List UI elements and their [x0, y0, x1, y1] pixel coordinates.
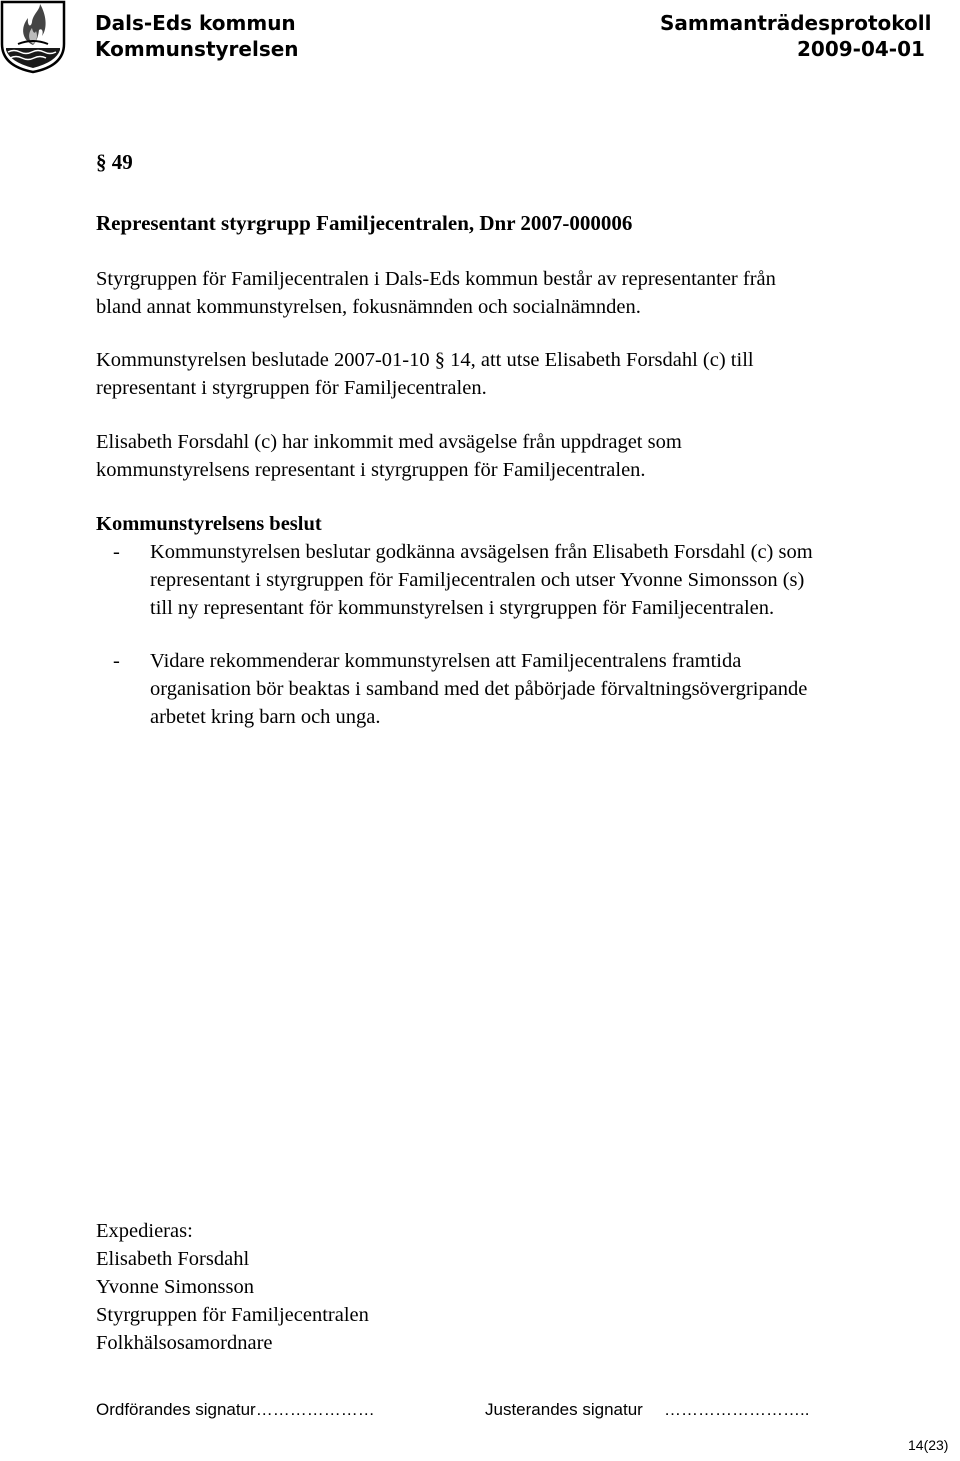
- paragraph-2: [96, 346, 754, 402]
- header-board: Kommunstyrelsen: [95, 37, 299, 61]
- paragraph-3: [96, 428, 682, 484]
- decision-bullet: -: [113, 650, 120, 672]
- paragraph-line: Elisabeth Forsdahl (c) har inkommit med avsägelse från uppdraget som: [96, 431, 682, 453]
- decision-line: till ny representant för kommunstyrelsen i styrgruppen för Familjecentralen.: [150, 597, 775, 619]
- dispatch-block: [96, 1217, 369, 1357]
- paragraph-1: [96, 265, 776, 321]
- dispatch-recipient: Folkhälsosamordnare: [96, 1332, 273, 1354]
- dispatch-recipient: Yvonne Simonsson: [96, 1276, 254, 1298]
- decision-item-2: [150, 647, 807, 731]
- decision-line: arbetet kring barn och unga.: [150, 706, 381, 728]
- adjuster-signature-dots: ……………………..: [664, 1400, 810, 1419]
- section-symbol: §: [96, 150, 107, 174]
- header-date: 2009-04-01: [797, 37, 925, 61]
- header-document-type: Sammanträdesprotokoll: [660, 11, 932, 35]
- decision-line: Kommunstyrelsen beslutar godkänna avsägelsen från Elisabeth Forsdahl (c) som: [150, 541, 813, 563]
- decision-line: Vidare rekommenderar kommunstyrelsen att Familjecentralens framtida: [150, 650, 742, 672]
- decision-title: Kommunstyrelsens beslut: [96, 513, 322, 535]
- section-title: Representant styrgrupp Familjecentralen, Dnr 2007-000006: [96, 211, 633, 235]
- header-municipality: Dals-Eds kommun: [95, 11, 296, 35]
- decision-line: representant i styrgruppen för Familjecentralen och utser Yvonne Simonsson (s): [150, 569, 805, 591]
- paragraph-line: Styrgruppen för Familjecentralen i Dals-Eds kommun består av representanter från: [96, 268, 776, 290]
- decision-item-1: [150, 538, 813, 622]
- dispatch-title: Expedieras:: [96, 1220, 193, 1242]
- paragraph-line: kommunstyrelsens representant i styrgruppen för Familjecentralen.: [96, 459, 646, 481]
- decision-line: organisation bör beaktas i samband med det påbörjade förvaltningsövergripande: [150, 678, 808, 700]
- paragraph-line: bland annat kommunstyrelsen, fokusnämnden och socialnämnden.: [96, 296, 641, 318]
- section-number-value: 49: [111, 150, 133, 174]
- dispatch-recipient: Styrgruppen för Familjecentralen: [96, 1304, 369, 1326]
- page-number: 14(23): [908, 1437, 949, 1453]
- section-number: [96, 148, 133, 176]
- paragraph-line: Kommunstyrelsen beslutade 2007-01-10 § 14, att utse Elisabeth Forsdahl (c) till: [96, 349, 754, 371]
- paragraph-line: representant i styrgruppen för Familjecentralen.: [96, 377, 487, 399]
- adjuster-signature-label: Justerandes signatur: [485, 1400, 643, 1419]
- dispatch-recipient: Elisabeth Forsdahl: [96, 1248, 250, 1270]
- municipal-logo-icon: [0, 0, 66, 74]
- decision-bullet: -: [113, 541, 120, 563]
- chair-signature: Ordförandes signatur…………………: [96, 1400, 375, 1419]
